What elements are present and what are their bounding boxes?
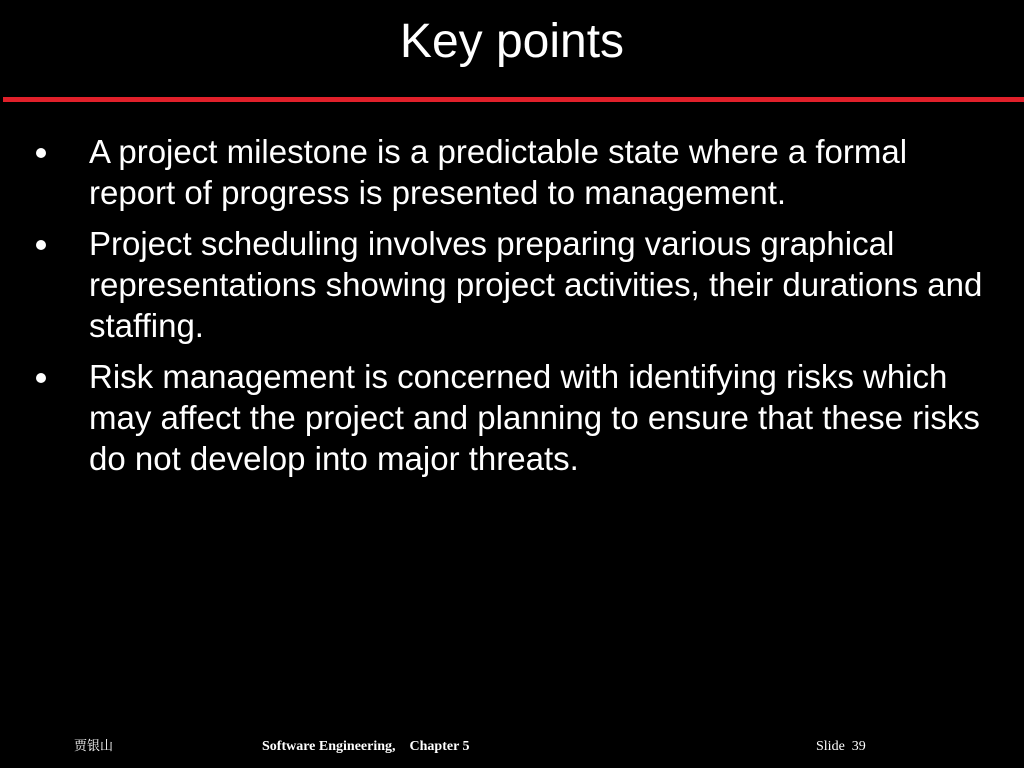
bullet-dot-icon (36, 373, 46, 383)
slide-title: Key points (399, 15, 625, 68)
bullet-text: Risk management is concerned with identifying risks which may affect the project and planning to ensure that these risks do not develop into major threats. (89, 358, 980, 477)
bullet-item (0, 356, 1024, 479)
title-divider (3, 97, 1024, 102)
bullet-dot-icon (36, 240, 46, 250)
bullet-text: Project scheduling involves preparing various graphical representations showing project activities, their durations and staffing. (89, 225, 983, 344)
footer-author: 贾银山 (74, 739, 114, 754)
bullet-text: A project milestone is a predictable state where a formal report of progress is presented to management. (89, 133, 908, 211)
bullet-item (0, 131, 1024, 213)
footer-slide-number: Slide 39 (816, 739, 866, 754)
slide-footer (0, 737, 1024, 757)
bullet-list (0, 131, 1024, 489)
bullet-dot-icon (36, 148, 46, 158)
footer-course-title: Software Engineering, Chapter 5 (262, 739, 470, 754)
bullet-item (0, 223, 1024, 346)
